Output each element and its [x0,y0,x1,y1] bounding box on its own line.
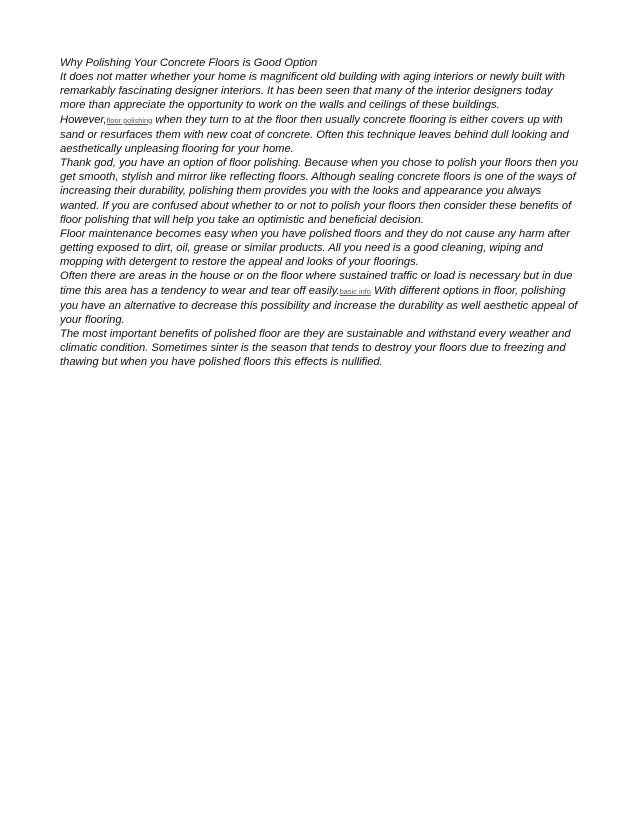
paragraph-maintenance: Floor maintenance becomes easy when you have polished floors and they do not cause any harm after getting exposed to dirt, oil, grease or similar products. All you need is a good cleaning, wiping and mopping with detergent to restore the appeal and looks of your floorings. [60,227,570,269]
floor-polishing-link[interactable]: floor polishing [106,115,153,125]
paragraph-traffic-rest: With different options in floor, polishing you have an alternative to decrease this possibility and increase the durability as well aesthetic appeal of your flooring. [60,284,578,326]
paragraph-however [60,113,580,156]
paragraph-traffic-start: Often there are areas in the house or on the floor where sustained traffic or load is necessary but in due time this area has a tendency to wear and tear off easily. [60,270,573,297]
document-body [60,56,580,369]
paragraph-traffic [60,269,580,327]
paragraph-however-start: However, [60,113,107,126]
basic-info-link[interactable]: basic info [339,286,371,296]
paragraph-intro: It does not matter whether your home is magnificent old building with aging interiors or newly built with remarkably fascinating designer interiors. It has been seen that many of the interior designers today more than appreciate the opportunity to work on the walls and ceilings of these buildings. [60,71,565,112]
paragraph-benefits: The most important benefits of polished floor are they are sustainable and withstand every weather and climatic condition. Sometimes sinter is the season that tends to destroy your floors due to freezing and thawing but when you have polished floors this effects is nullified. [60,327,571,369]
paragraph-however-rest: when they turn to at the floor then usually concrete flooring is either covers up with sand or resurfaces them with new coat of concrete. Often this technique leaves behind dull looking and aesthetically unpleasing flooring for your home. [60,113,569,155]
document-title: Why Polishing Your Concrete Floors is Good Option [60,57,318,69]
paragraph-option: Thank god, you have an option of floor polishing. Because when you chose to polish your floors then you get smooth, stylish and mirror like reflecting floors. Although sealing concrete floors is one of the ways of increasing their durability, polishing them provides you with the looks and appearance you always wanted. If you are confused about whether to or not to polish your floors then consider these benefits of floor polishing that will help you take an optimistic and beneficial decision. [60,157,579,226]
